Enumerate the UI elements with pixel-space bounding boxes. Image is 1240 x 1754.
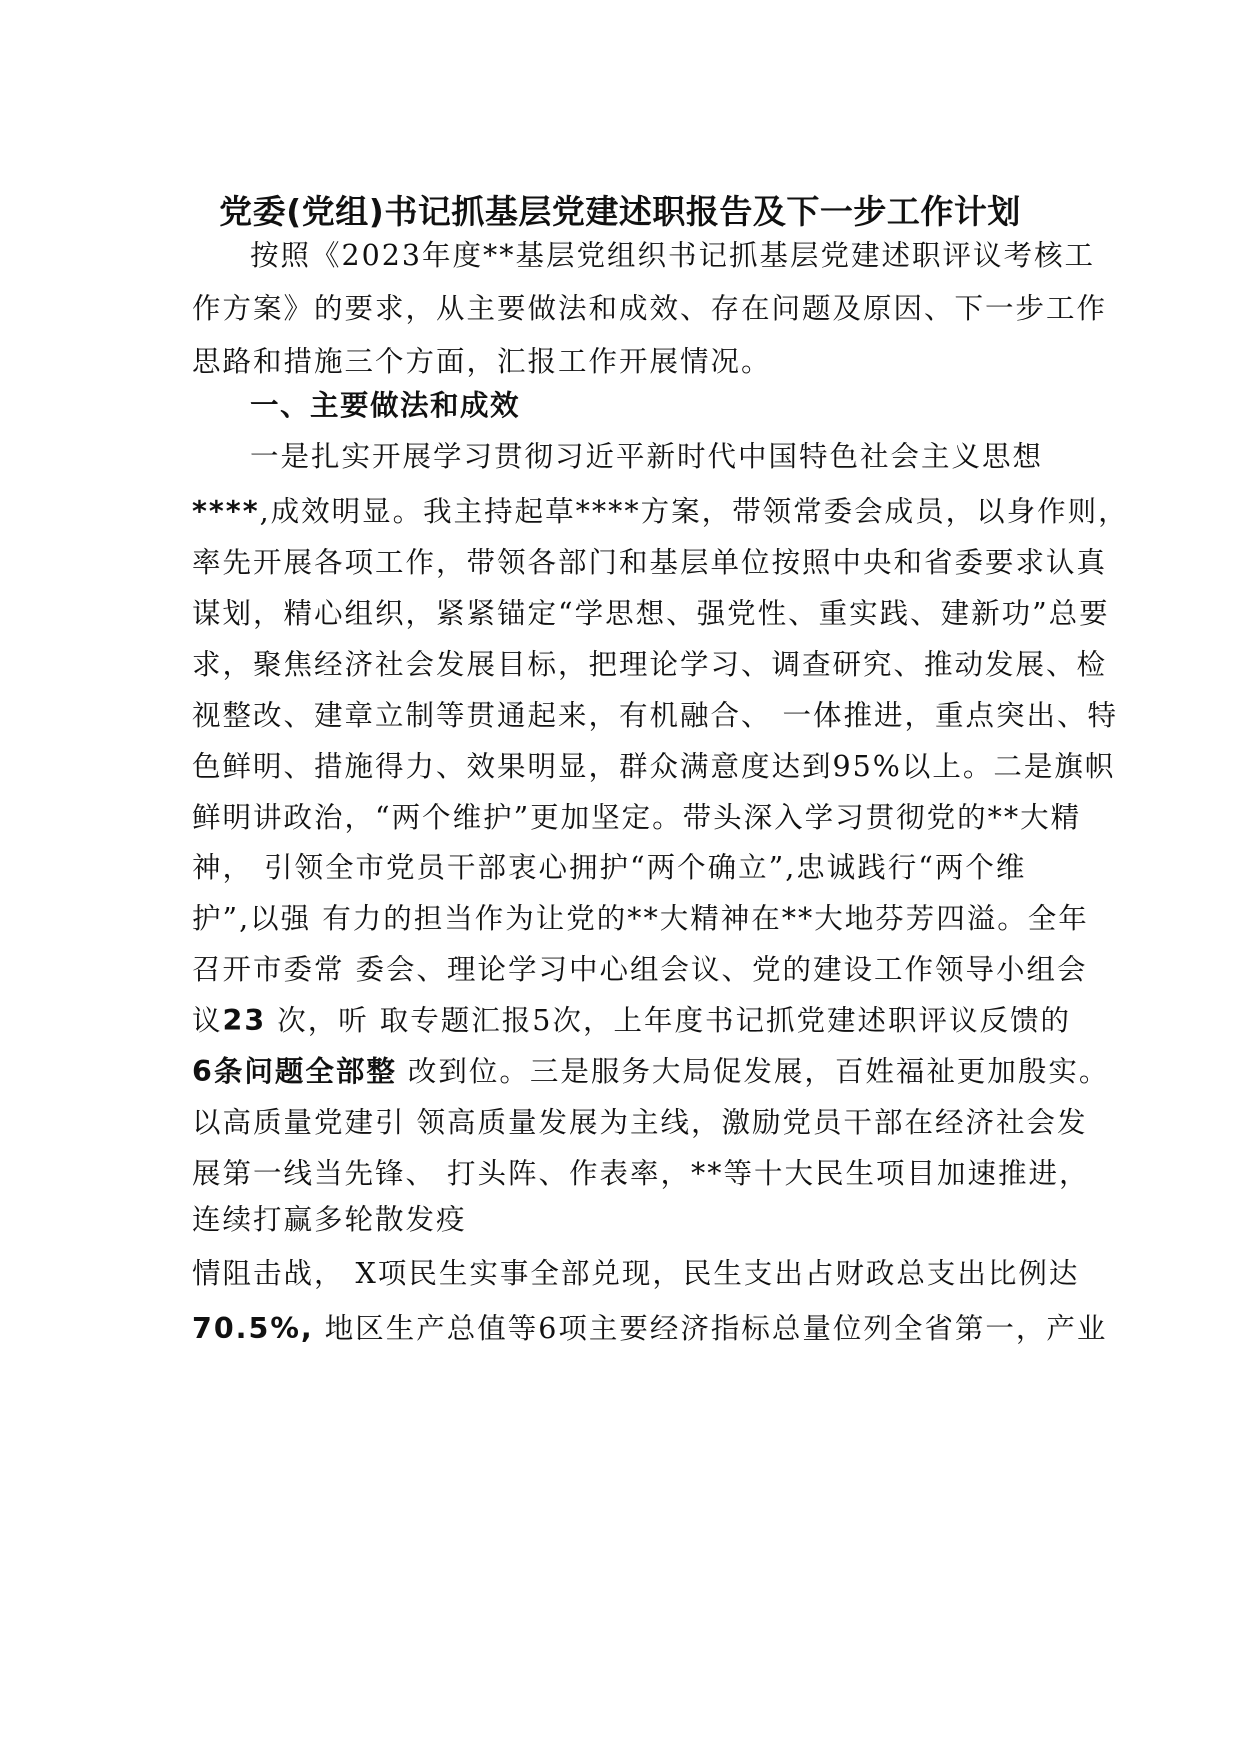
line-text: 以高质量党建引 领高质量发展为主线，激励党员干部在经济社会发 xyxy=(192,1106,1088,1139)
line-text: 按照《2023年度**基层党组织书记抓基层党建述职评议考核工 xyxy=(250,239,1096,272)
document-title: 党委(党组)书记抓基层党建述职报告及下一步工作计划 xyxy=(219,192,1021,231)
body-line xyxy=(250,236,1096,276)
body-line xyxy=(192,289,1107,329)
line-text: 神， 引领全市党员干部衷心拥护“两个确立”,忠诚践行“两个维 xyxy=(192,851,1027,884)
body-line xyxy=(192,950,1088,990)
body-line xyxy=(192,342,772,382)
body-line xyxy=(192,899,1089,939)
body-line xyxy=(192,645,1107,685)
body-line xyxy=(192,594,1110,634)
section-heading-text: 一、主要做法和成效 xyxy=(250,389,521,422)
body-line xyxy=(192,1001,1071,1041)
body-line xyxy=(192,1154,1090,1194)
line-text: 作方案》的要求，从主要做法和成效、存在问题及原因、下一步工作 xyxy=(192,292,1108,325)
body-line xyxy=(192,1309,1107,1349)
line-text: 求，聚焦经济社会发展目标，把理论学习、调查研究、推动发展、检 xyxy=(192,648,1108,681)
bold-text: **** xyxy=(192,495,260,528)
bold-text: 23 xyxy=(222,1004,267,1037)
bold-text: 70.5%, xyxy=(192,1312,314,1345)
line-text-prefix: 议 xyxy=(192,1004,223,1037)
body-line xyxy=(192,543,1107,583)
line-text: 护”,以强 有力的担当作为让党的**大精神在**大地芬芳四溢。全年 xyxy=(192,902,1089,935)
line-text: ,成效明显。我主持起草****方案，带领常委会成员，以身作则， xyxy=(259,495,1129,528)
body-line xyxy=(192,1052,1109,1092)
bold-text: 6条问题全部整 xyxy=(192,1055,397,1088)
line-text: 情阻击战， X项民生实事全部兑现，民生支出占财政总支出比例达 xyxy=(192,1257,1080,1290)
line-text: 改到位。三是服务大局促发展，百姓福祉更加殷实。 xyxy=(396,1055,1110,1088)
line-text: 连续打赢多轮散发疫 xyxy=(192,1203,467,1236)
body-line xyxy=(192,798,1081,838)
line-text: 地区生产总值等6项主要经济指标总量位列全省第一，产业 xyxy=(313,1312,1108,1345)
section-heading xyxy=(250,386,520,426)
body-line xyxy=(192,747,1115,787)
line-text: 鲜明讲政治，“两个维护”更加坚定。带头深入学习贯彻党的**大精 xyxy=(192,801,1082,834)
line-text: 视整改、建章立制等贯通起来，有机融合、 一体推进，重点突出、特 xyxy=(192,699,1119,732)
body-line xyxy=(192,1200,467,1240)
line-text: 一是扎实开展学习贯彻习近平新时代中国特色社会主义思想 xyxy=(250,440,1044,473)
body-line xyxy=(192,696,1118,736)
body-line xyxy=(192,848,1026,888)
line-text: 谋划，精心组织，紧紧锚定“学思想、强党性、重实践、建新功”总要 xyxy=(192,597,1110,630)
line-text: 展第一线当先锋、 打头阵、作表率，**等十大民生项目加速推进， xyxy=(192,1157,1090,1190)
body-line xyxy=(192,1103,1088,1143)
line-text: 率先开展各项工作，带领各部门和基层单位按照中央和省委要求认真 xyxy=(192,546,1108,579)
line-text: 思路和措施三个方面，汇报工作开展情况。 xyxy=(192,345,772,378)
line-text: 色鲜明、措施得力、效果明显，群众满意度达到95%以上。二是旗帜 xyxy=(192,750,1116,783)
body-line xyxy=(192,1254,1079,1294)
line-text: 次，听 取专题汇报5次，上年度书记抓党建述职评议反馈的 xyxy=(266,1004,1071,1037)
body-line xyxy=(192,492,1129,532)
line-text: 召开市委常 委会、理论学习中心组会议、党的建设工作领导小组会 xyxy=(192,953,1088,986)
body-line xyxy=(250,437,1043,477)
